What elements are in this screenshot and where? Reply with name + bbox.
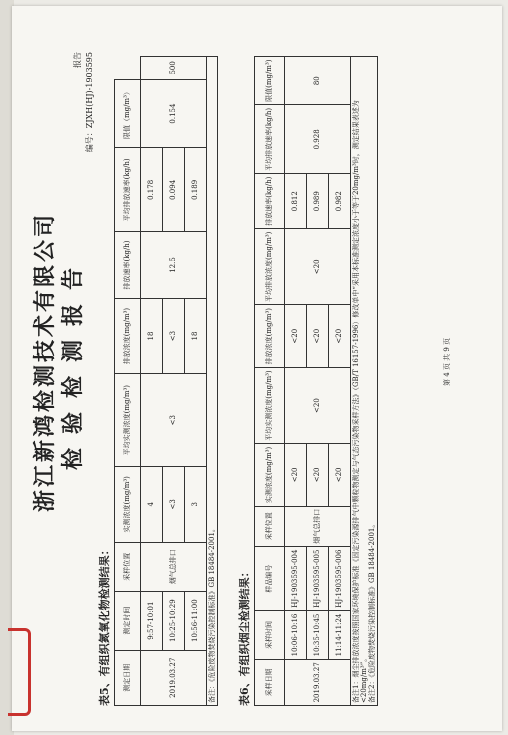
table6-date: 2019.03.27	[285, 659, 351, 705]
table6-sample-id: HJ-1903595-006	[329, 546, 351, 610]
table6-emission: <20	[307, 305, 329, 367]
report-title: 检验检测报告	[60, 254, 86, 471]
table6-header: 平均实测浓度(mg/m³)	[255, 367, 285, 443]
table6-emission: <20	[329, 305, 351, 367]
table6-limit: 80	[285, 57, 351, 105]
table5-nox-results	[114, 56, 218, 706]
table5-avg-emission: 12.5	[141, 232, 207, 299]
table5-avg-measured: <3	[141, 374, 207, 467]
table5-measured: 3	[185, 467, 207, 543]
table5-time: 9:57-10:01	[141, 591, 163, 650]
table6-time: 10:06-10:16	[285, 611, 307, 660]
table6-avg-emission: <20	[285, 229, 351, 305]
page-number: 第 4 页 共 9 页	[443, 337, 451, 387]
table5-time: 10:25-10:29	[163, 591, 185, 650]
table6-header: 排放速率(kg/h)	[255, 174, 285, 229]
table6-header: 采样日期	[255, 659, 285, 705]
rotated-report-content	[30, 12, 450, 712]
table6-rate: 0.812	[285, 174, 307, 229]
table5-header: 测定日期	[115, 650, 141, 705]
table5-header: 平均实测浓度(mg/m³)	[115, 374, 141, 467]
table5-rate: 0.094	[163, 148, 185, 232]
table6-rate: 0.982	[329, 174, 351, 229]
table6-header: 样品编号	[255, 546, 285, 610]
table6-dust-results	[254, 56, 378, 706]
table5-time: 10:56-11:00	[185, 591, 207, 650]
report-label: 报告	[73, 52, 82, 68]
table5-rate: 0.178	[141, 148, 163, 232]
table5-header: 排放浓度(mg/m³)	[115, 298, 141, 374]
table5-header: 排放速率(kg/h)	[115, 232, 141, 299]
table5-header: 平均排放速率(kg/h)	[115, 148, 141, 232]
table6-emission: <20	[285, 305, 307, 367]
table5-limit: 500	[141, 57, 207, 80]
table6-time: 11:14-11:24	[329, 611, 351, 660]
table5-emission: 18	[185, 298, 207, 374]
table5-rate: 0.189	[185, 148, 207, 232]
table6-note1: 备注1：烟尘排放浓度按照国家环境保护标准《固定污染源排气中颗粒物测定与气态污染物采样方法》（GB/T 16157-1996）修改单中“采用本标准测定浓度小于等于20mg/m³时，测定结果表述为<20mg/m³”。	[352, 100, 369, 703]
table5-header: 限值（mg/m³）	[115, 79, 141, 148]
table6-header: 平均排放速率(kg/h)	[255, 105, 285, 174]
table5-header: 采样位置	[115, 542, 141, 591]
table5-header: 实测浓度(mg/m³)	[115, 467, 141, 543]
table6-header: 采样位置	[255, 506, 285, 546]
table5-emission: <3	[163, 298, 185, 374]
table6-header: 平均排放浓度(mg/m³)	[255, 229, 285, 305]
table6-time: 10:35-10:45	[307, 611, 329, 660]
table5-note: 备注：《危险废物焚烧污染控制标准》GB 18484-2001。	[207, 57, 218, 706]
table6-sample-id: HJ-1903595-005	[307, 546, 329, 610]
table6-header: 排放浓度(mg/m³)	[255, 305, 285, 367]
table6-measured: <20	[307, 444, 329, 506]
table6-location: 烟气总排口	[285, 506, 351, 546]
table5-emission: 18	[141, 298, 163, 374]
table6-header: 采样时间	[255, 611, 285, 660]
table5-location: 烟气总排口	[141, 542, 207, 591]
report-number: 编号：ZJXH(HJ)-1903595	[85, 52, 94, 153]
table5-caption: 表5、有组织氮氧化物检测结果：	[98, 544, 111, 706]
table6-sample-id: HJ-1903595-004	[285, 546, 307, 610]
table6-rate: 0.989	[307, 174, 329, 229]
table5-date: 2019.03.27	[141, 650, 207, 705]
table6-notes	[351, 57, 378, 706]
table6-note2: 备注2：《危险废物焚烧污染控制标准》GB 18484-2001。	[368, 520, 377, 703]
table5-avg-rate: 0.154	[141, 79, 207, 148]
table5-measured: <3	[163, 467, 185, 543]
table6-avg-rate: 0.928	[285, 105, 351, 174]
company-name: 浙江新鸿检测技术有限公司	[32, 212, 58, 513]
table5-header: 测定时间	[115, 591, 141, 650]
table6-measured: <20	[285, 444, 307, 506]
table6-header: 实测浓度(mg/m³)	[255, 444, 285, 506]
table6-caption: 表6、有组织烟尘检测结果：	[238, 566, 251, 706]
table5-measured: 4	[141, 467, 163, 543]
table6-measured: <20	[329, 444, 351, 506]
table6-header: 限值(mg/m³)	[255, 57, 285, 105]
table6-avg-measured: <20	[285, 367, 351, 443]
